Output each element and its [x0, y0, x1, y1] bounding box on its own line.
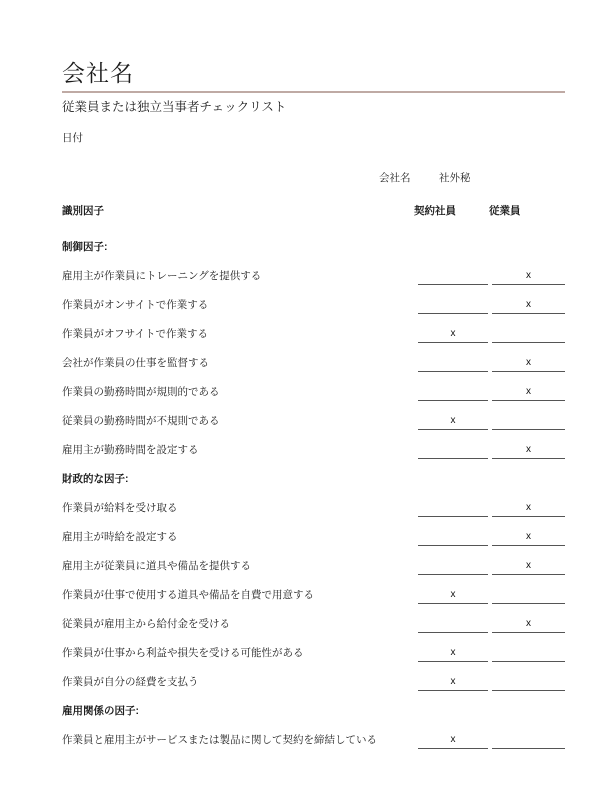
answer-underline — [418, 313, 488, 314]
checkbox-cell-employee[interactable] — [492, 552, 565, 581]
checklist-item-label: 雇用主が勤務時間を設定する — [62, 444, 199, 456]
checklist-row — [62, 262, 565, 291]
answer-underline — [492, 342, 565, 343]
answer-underline — [492, 632, 565, 633]
checkbox-cell-employee[interactable] — [492, 378, 565, 407]
checklist-row — [62, 407, 565, 436]
checklist-row — [62, 668, 565, 697]
checkbox-cell-contractor[interactable] — [418, 552, 488, 581]
checklist-row — [62, 610, 565, 639]
answer-underline — [492, 400, 565, 401]
checklist-row — [62, 581, 565, 610]
checklist-item-label: 作業員と雇用主がサービスまたは製品に関して契約を締結している — [62, 734, 377, 746]
answer-underline — [492, 545, 565, 546]
answer-underline — [492, 371, 565, 372]
answer-underline — [418, 371, 488, 372]
answer-underline — [418, 545, 488, 546]
section-heading: 制御因子: — [62, 241, 108, 253]
checklist-item-label: 作業員が自分の経費を支払う — [62, 676, 199, 688]
column-header-factor: 識別因子 — [62, 205, 104, 217]
checklist-row — [62, 494, 565, 523]
checkbox-cell-contractor[interactable] — [418, 726, 488, 755]
checkbox-cell-employee[interactable] — [492, 407, 565, 436]
checkbox-cell-contractor[interactable] — [418, 291, 488, 320]
checkbox-cell-employee[interactable] — [492, 610, 565, 639]
checklist-row — [62, 320, 565, 349]
checklist-body — [62, 233, 565, 755]
check-mark: x — [526, 299, 531, 310]
answer-underline — [418, 342, 488, 343]
column-header-row — [62, 203, 565, 217]
answer-underline — [418, 400, 488, 401]
checklist-row — [62, 726, 565, 755]
check-mark: x — [526, 560, 531, 571]
checkbox-cell-contractor[interactable] — [418, 668, 488, 697]
answer-underline — [418, 284, 488, 285]
checklist-row — [62, 291, 565, 320]
title-divider — [62, 91, 565, 93]
check-mark: x — [526, 531, 531, 542]
checkbox-cell-contractor[interactable] — [418, 523, 488, 552]
checkbox-cell-employee[interactable] — [492, 726, 565, 755]
answer-underline — [418, 429, 488, 430]
confidential-badge: 社外秘 — [439, 172, 471, 184]
checklist-row — [62, 523, 565, 552]
checkbox-cell-contractor[interactable] — [418, 639, 488, 668]
answer-underline — [418, 690, 488, 691]
checklist-item-label: 作業員が仕事で使用する道具や備品を自費で用意する — [62, 589, 314, 601]
check-mark: x — [450, 328, 456, 339]
checkbox-cell-employee[interactable] — [492, 639, 565, 668]
checklist-row — [62, 378, 565, 407]
checklist-item-label: 作業員がオフサイトで作業する — [62, 328, 208, 340]
confidential-company-label: 会社名 — [379, 172, 411, 184]
checklist-item-label: 従業員が雇用主から給付金を受ける — [62, 618, 230, 630]
check-mark: x — [526, 444, 531, 455]
answer-underline — [492, 661, 565, 662]
answer-underline — [492, 574, 565, 575]
section-heading: 財政的な因子: — [62, 473, 129, 485]
answer-underline — [492, 603, 565, 604]
checkbox-cell-contractor[interactable] — [418, 407, 488, 436]
checklist-item-label: 作業員が給料を受け取る — [62, 502, 178, 514]
answer-underline — [418, 603, 488, 604]
answer-underline — [492, 429, 565, 430]
confidential-row — [62, 170, 565, 184]
checklist-item-label: 雇用主が従業員に道具や備品を提供する — [62, 560, 251, 572]
answer-underline — [492, 313, 565, 314]
checklist-item-label: 従業員の勤務時間が不規則である — [62, 415, 220, 427]
checkbox-cell-employee[interactable] — [492, 581, 565, 610]
checklist-item-label: 雇用主が時給を設定する — [62, 531, 178, 543]
checkbox-cell-contractor[interactable] — [418, 494, 488, 523]
document-subtitle: 従業員または独立当事者チェックリスト — [62, 100, 287, 114]
column-header-employee: 従業員 — [489, 205, 521, 217]
checklist-row — [62, 639, 565, 668]
checklist-item-label: 会社が作業員の仕事を監督する — [62, 357, 209, 369]
section-heading: 雇用関係の因子: — [62, 705, 139, 717]
date-label: 日付 — [62, 132, 83, 144]
check-mark: x — [450, 415, 456, 426]
checkbox-cell-employee[interactable] — [492, 349, 565, 378]
checkbox-cell-employee[interactable] — [492, 523, 565, 552]
answer-underline — [418, 632, 488, 633]
checkbox-cell-contractor[interactable] — [418, 436, 488, 465]
answer-underline — [492, 458, 565, 459]
answer-underline — [492, 284, 565, 285]
checkbox-cell-contractor[interactable] — [418, 349, 488, 378]
checkbox-cell-contractor[interactable] — [418, 320, 488, 349]
checkbox-cell-contractor[interactable] — [418, 378, 488, 407]
checkbox-cell-employee[interactable] — [492, 436, 565, 465]
checklist-row — [62, 552, 565, 581]
answer-underline — [492, 516, 565, 517]
answer-underline — [418, 516, 488, 517]
checkbox-cell-employee[interactable] — [492, 668, 565, 697]
checkbox-cell-contractor[interactable] — [418, 262, 488, 291]
checklist-row — [62, 436, 565, 465]
checkbox-cell-employee[interactable] — [492, 291, 565, 320]
check-mark: x — [526, 502, 531, 513]
answer-underline — [418, 458, 488, 459]
checkbox-cell-employee[interactable] — [492, 494, 565, 523]
check-mark: x — [526, 386, 531, 397]
checklist-item-label: 雇用主が作業員にトレーニングを提供する — [62, 270, 262, 282]
answer-underline — [418, 661, 488, 662]
checklist-row — [62, 349, 565, 378]
check-mark: x — [450, 676, 456, 687]
checklist-item-label: 作業員の勤務時間が規則的である — [62, 386, 220, 398]
checklist-item-label: 作業員が仕事から利益や損失を受ける可能性がある — [62, 647, 304, 659]
checkbox-cell-employee[interactable] — [492, 320, 565, 349]
page-title: 会社名 — [62, 60, 134, 86]
checkbox-cell-contractor[interactable] — [418, 610, 488, 639]
answer-underline — [418, 574, 488, 575]
answer-underline — [492, 690, 565, 691]
checkbox-cell-employee[interactable] — [492, 262, 565, 291]
check-mark: x — [450, 734, 456, 745]
checkbox-cell-contractor[interactable] — [418, 581, 488, 610]
answer-underline — [492, 748, 565, 749]
check-mark: x — [450, 589, 456, 600]
answer-underline — [418, 748, 488, 749]
check-mark: x — [450, 647, 456, 658]
document-header — [62, 58, 565, 145]
check-mark: x — [526, 270, 531, 281]
column-header-contractor: 契約社員 — [414, 205, 456, 217]
checklist-item-label: 作業員がオンサイトで作業する — [62, 299, 209, 311]
check-mark: x — [526, 618, 531, 629]
check-mark: x — [526, 357, 531, 368]
